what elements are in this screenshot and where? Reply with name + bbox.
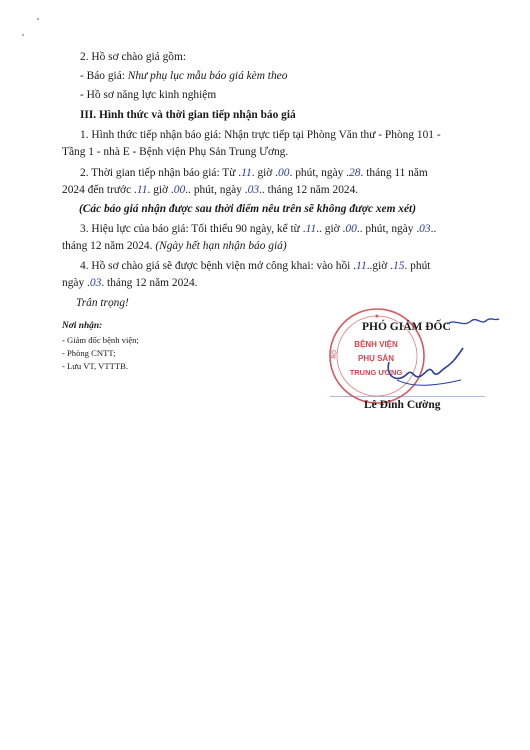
handwritten-signature-icon [383, 340, 475, 395]
attachment-list-heading: 2. Hồ sơ chào giá gồm: [80, 51, 186, 63]
recipient-item: - Giám đốc bệnh viện; [62, 335, 139, 345]
paragraph-1-line-2: Tầng 1 - nhà E - Bệnh viện Phụ Sản Trung Ương. [62, 146, 289, 158]
recipient-item: - Phòng CNTT; [62, 348, 116, 358]
closing-text: Trân trọng! [76, 297, 129, 309]
paragraph-4-line-2: ngày .03. tháng 12 năm 2024. [62, 277, 198, 289]
recipient-item: - Lưu VT, VTTTB. [62, 361, 129, 371]
paragraph-1-line-1: 1. Hình thức tiếp nhận báo giá: Nhận trực tiếp tại Phòng Văn thư - Phòng 101 - [80, 129, 441, 141]
scan-speck [22, 34, 24, 36]
section-heading: III. Hình thức và thời gian tiếp nhận báo giá [80, 109, 296, 121]
deadline-note: (Các báo giá nhận được sau thời điểm nêu trên sẽ không được xem xét) [79, 203, 417, 215]
paragraph-3-line-1: 3. Hiệu lực của báo giá: Tối thiểu 90 ngày, kể từ .11.. giờ .00.. phút, ngày .03.. [80, 223, 437, 235]
svg-text:★: ★ [374, 314, 380, 320]
stamp-side-text: BỘ [331, 349, 339, 360]
signer-position: PHÓ GIÁM ĐỐC [362, 321, 451, 333]
stamp-line-1: BỆNH VIỆN [354, 340, 398, 349]
signature-flourish-icon [445, 312, 501, 334]
signer-name: Lê Đình Cường [364, 399, 441, 411]
attachment-item-quote: - Báo giá: Như phụ lục mẫu báo giá kèm theo [80, 70, 288, 82]
attachment-item-capability: - Hồ sơ năng lực kinh nghiệm [80, 89, 217, 101]
paragraph-3-line-2: tháng 12 năm 2024. (Ngày hết hạn nhận báo giá) [62, 240, 287, 252]
recipients-title: Nơi nhận: [62, 321, 103, 331]
paragraph-2-line-2: 2024 đến trước .11. giờ .00.. phút, ngày .03.. tháng 12 năm 2024. [62, 184, 359, 196]
signature-underline [330, 396, 485, 397]
stamp-line-3: TRUNG ƯƠNG [349, 368, 403, 377]
paragraph-4-line-1: 4. Hồ sơ chào giá sẽ được bệnh viện mở công khai: vào hồi .11..giờ .15. phút [80, 260, 431, 272]
scan-speck [37, 18, 39, 20]
paragraph-2-line-1: 2. Thời gian tiếp nhận báo giá: Từ .11. giờ .00. phút, ngày .28. tháng 11 năm [80, 167, 428, 179]
stamp-line-2: PHỤ SẢN [357, 354, 395, 363]
